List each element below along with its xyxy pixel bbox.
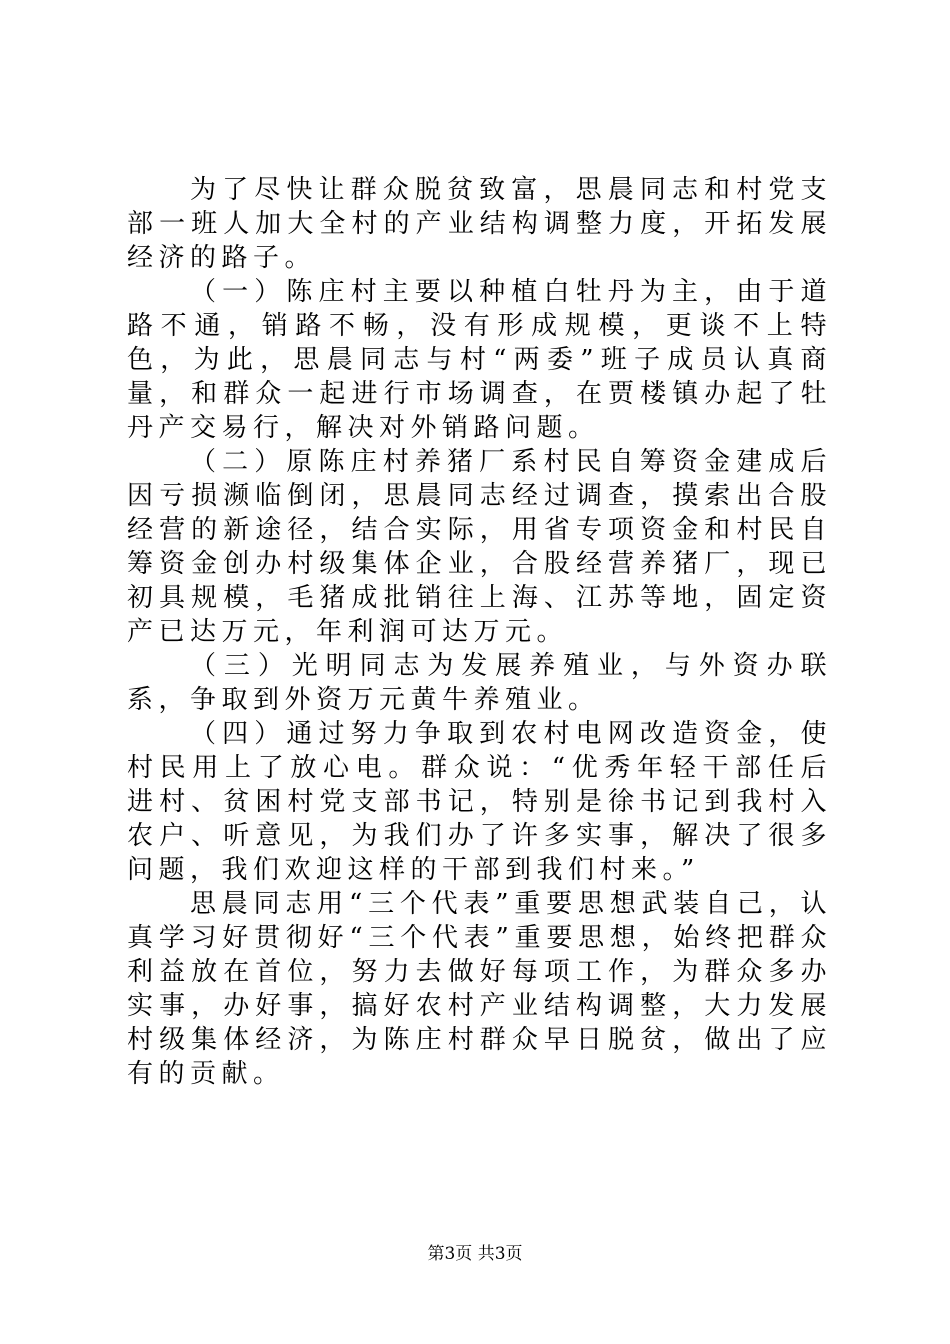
page-footer	[0, 1242, 950, 1266]
paragraph: （二）原陈庄村养猪厂系村民自筹资金建成后因亏损濒临倒闭，思晨同志经过调查，摸索出合股经营的新途径，结合实际，用省专项资金和村民自筹资金创办村级集体企业，合股经营养猪厂，现已初具规模，毛猪成批销往上海、江苏等地，固定资产已达万元，年利润可达万元。	[127, 447, 832, 647]
page-total: 共3页	[477, 1244, 523, 1264]
page-number: 第3页	[427, 1244, 473, 1264]
paragraph: 思晨同志用“三个代表”重要思想武装自己，认真学习好贯彻好“三个代表”重要思想，始终把群众利益放在首位，努力去做好每项工作，为群众多办实事，办好事，搞好农村产业结构调整，大力发展村级集体经济，为陈庄村群众早日脱贫，做出了应有的贡献。	[127, 889, 832, 1089]
paragraph: （三）光明同志为发展养殖业，与外资办联系，争取到外资万元黄牛养殖业。	[127, 651, 832, 715]
paragraph: 为了尽快让群众脱贫致富，思晨同志和村党支部一班人加大全村的产业结构调整力度，开拓发展经济的路子。	[127, 175, 832, 273]
paragraph: （四）通过努力争取到农村电网改造资金，使村民用上了放心电。群众说：“优秀年轻干部任后进村、贫困村党支部书记，特别是徐书记到我村入农户、听意见，为我们办了许多实事，解决了很多问题，我们欢迎这样的干部到我们村来。”	[127, 719, 832, 885]
paragraph: （一）陈庄村主要以种植白牡丹为主，由于道路不通，销路不畅，没有形成规模，更谈不上特色，为此，思晨同志与村“两委”班子成员认真商量，和群众一起进行市场调查，在贾楼镇办起了牡丹产交易行，解决对外销路问题。	[127, 277, 832, 443]
document-body	[127, 173, 832, 1091]
